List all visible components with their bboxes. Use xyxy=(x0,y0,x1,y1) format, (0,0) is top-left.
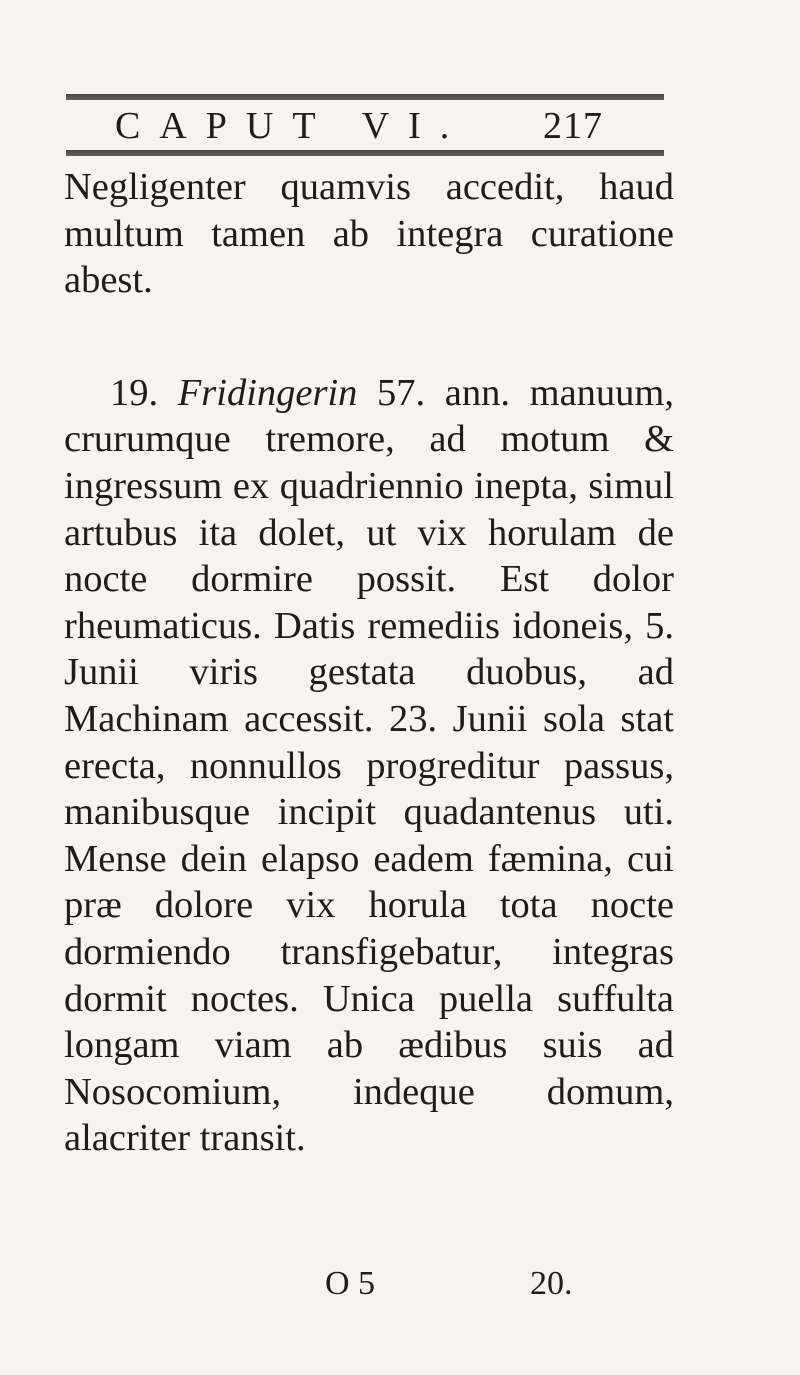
patient-name: Fridingerin xyxy=(177,371,358,414)
signature-mark: O 5 xyxy=(325,1265,376,1302)
paragraph-1 xyxy=(64,164,674,304)
paragraph-1-text: Negligenter quamvis accedit, haud multum tamen ab integra curatione abest. xyxy=(64,166,674,302)
page-number: 217 xyxy=(543,105,603,147)
header-rule-bottom xyxy=(66,150,664,156)
paragraph-2 xyxy=(64,370,674,1162)
running-head xyxy=(115,102,675,150)
catchword: 20. xyxy=(530,1265,573,1302)
chapter-title: CAPUT VI. xyxy=(115,105,469,147)
paragraph-2-text: 57. ann. manuum, crurumque tremore, ad motum & ingressum ex quadriennio inepta, simul artubus ita dolet, ut vix horulam de nocte dormire possit. Est dolor rheumaticus. Datis remediis idoneis, 5. Junii viris gestata duobus, ad Machinam accessit. 23. Junii sola stat erecta, nonnullos progreditur passus, manibusque incipit quadantenus uti. Mense dein elapso eadem fæmina, cui præ dolore vix horula tota nocte dormiendo transfigebatur, integras dormit noctes. Unica puella suffulta longam viam ab ædibus suis ad Nosocomium, indeque domum, alacriter transit. xyxy=(64,371,674,1160)
body-text xyxy=(64,164,674,1162)
header-rule-top xyxy=(66,94,664,100)
case-number: 19. xyxy=(110,371,159,414)
